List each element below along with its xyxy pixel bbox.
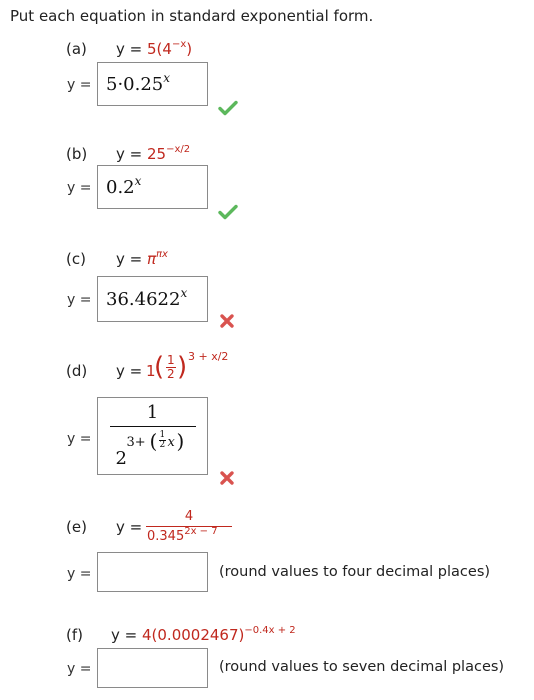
eq-prefix: y =: [116, 250, 147, 268]
eq-exponent: −x: [171, 39, 187, 50]
eq-main: 5(4: [146, 40, 172, 58]
cross-icon: [219, 313, 235, 329]
answer-base: 0.2: [106, 177, 135, 198]
part-c-y-label: y =: [67, 292, 92, 308]
answer-den-base: 2: [115, 447, 127, 469]
part-a-equation: [116, 40, 192, 58]
eq-prefix: y =: [116, 40, 147, 58]
part-e-answer-field[interactable]: [97, 552, 208, 592]
part-a-answer-field[interactable]: [97, 62, 208, 106]
instruction-text: Put each equation in standard exponential form.: [10, 7, 374, 25]
answer-paren-left: (: [149, 428, 158, 453]
eq-main: 25: [146, 145, 167, 163]
part-e-y-label: y =: [67, 566, 92, 582]
part-e-equation: [116, 505, 256, 549]
answer-exponent: x: [180, 286, 188, 300]
answer-exp-num: 1: [159, 429, 166, 440]
part-a-y-label: y =: [67, 77, 92, 93]
part-b-answer: [106, 174, 142, 198]
answer-denominator: [110, 427, 196, 469]
eq-exponent: 3 + x/2: [188, 350, 229, 363]
answer-exponent: x: [163, 71, 171, 85]
eq-main: π: [146, 250, 157, 268]
part-c-answer-field[interactable]: [97, 276, 208, 322]
answer-base: 5·0.25: [106, 74, 164, 95]
part-c-answer: [106, 286, 188, 310]
eq-prefix: y =: [116, 518, 143, 536]
cross-icon: [219, 470, 235, 486]
check-icon: [218, 100, 238, 116]
check-icon: [218, 204, 238, 220]
part-d-y-label: y =: [67, 431, 92, 447]
part-e-label: (e): [66, 518, 87, 536]
part-d-answer-field[interactable]: [97, 397, 208, 475]
eq-paren-right: ): [177, 352, 188, 382]
part-f-equation: [111, 626, 296, 644]
answer-exp-var: x: [167, 434, 175, 450]
part-f-hint: (round values to seven decimal places): [219, 659, 505, 675]
eq-exponent: −x/2: [166, 144, 191, 155]
answer-exp-den: 2: [159, 440, 166, 451]
part-a-label: (a): [66, 40, 87, 58]
answer-exponent: x: [134, 174, 142, 188]
part-f-answer-field[interactable]: [97, 648, 208, 688]
eq-fraction-num: 1: [167, 353, 175, 367]
part-c-equation: [116, 250, 168, 268]
eq-exponent: πx: [156, 249, 168, 260]
eq-den-base: 0.345: [147, 529, 185, 544]
eq-paren-left: (: [154, 352, 165, 382]
eq-close: ): [186, 40, 193, 58]
eq-exponent: −0.4x + 2: [244, 625, 296, 636]
eq-prefix: y =: [116, 362, 143, 380]
part-d-answer: [98, 402, 207, 469]
answer-exp-fraction: [159, 431, 167, 451]
part-a-answer: [106, 71, 171, 95]
part-f-y-label: y =: [67, 661, 92, 677]
eq-fraction-den: 2: [167, 366, 175, 381]
eq-numerator: 4: [184, 509, 194, 524]
part-d-label: (d): [66, 362, 88, 380]
eq-den-exponent: 2x − 7: [184, 526, 218, 537]
answer-numerator: 1: [146, 402, 159, 423]
part-f-label: (f): [66, 626, 83, 644]
eq-prefix: y =: [116, 145, 147, 163]
eq-main: 4(0.0002467): [141, 626, 245, 644]
part-b-y-label: y =: [67, 180, 92, 196]
part-e-hint: (round values to four decimal places): [219, 564, 491, 580]
part-b-equation: [116, 145, 190, 163]
eq-coef: 1: [146, 362, 156, 380]
answer-paren-right: ): [176, 428, 185, 453]
eq-fraction: [166, 354, 176, 380]
answer-exp-a: 3+: [126, 434, 146, 450]
eq-prefix: y =: [111, 626, 142, 644]
part-b-answer-field[interactable]: [97, 165, 208, 209]
part-b-label: (b): [66, 145, 88, 163]
eq-denominator: [147, 526, 218, 544]
answer-base: 36.4622: [106, 289, 181, 310]
part-c-label: (c): [66, 250, 86, 268]
